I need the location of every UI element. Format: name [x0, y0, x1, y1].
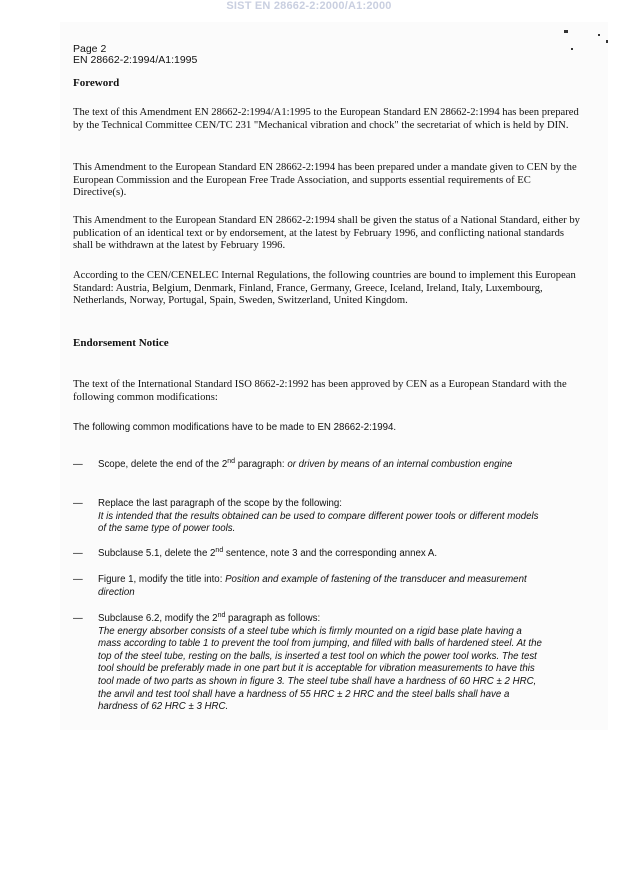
- scan-speck: [571, 48, 573, 50]
- scan-speck: [606, 40, 608, 43]
- foreword-paragraph-4: According to the CEN/CENELEC Internal Regulations, the following countries are bound to implement this European Standard: Austria, Belgium, Denmark, Finland, France, Germany, Greece, Iceland, Ireland, Italy, Luxembourg, Netherlands, Norway, Portugal, Spain, Sweden, Switzerland, United Kingdom.: [73, 270, 576, 307]
- scan-speck: [598, 34, 600, 36]
- foreword-paragraph-1: The text of this Amendment EN 28662-2:1994/A1:1995 to the European Standard EN 28662-2:1994 has been prepared by the Technical Committee CEN/TC 231 "Mechanical vibration and chock" the secretariat of which is held by DIN.: [73, 107, 579, 131]
- document-id: EN 28662-2:1994/A1:1995: [73, 54, 198, 66]
- modification-item: [73, 498, 543, 538]
- dash-bullet: —: [73, 548, 83, 559]
- modification-text: Subclause 6.2, modify the 2nd paragraph as follows: The energy absorber consists of a steel tube which is firmly mounted on a rigid base plate having a mass according to table 1 to prevent the tool from jumping, and filled with balls of hardened steel. At the top of the steel tube, resting on the balls, is inserted a test tool on which the power tool works. The test tool should be preferably made in one part but it is acceptable for vibration measurements to have this tool made of two parts as shown in figure 3. The steel tube shall have a hardness of 60 HRC ± 2 HRC, the anvil and test tool shall have a hardness of 55 HRC ± 2 HRC and the steel balls shall have a hardness of 62 HRC ± 3 HRC.: [98, 612, 542, 713]
- modification-item: [73, 574, 543, 602]
- dash-bullet: —: [73, 498, 83, 509]
- dash-bullet: —: [73, 613, 83, 624]
- modification-item: [73, 459, 543, 487]
- page-number: Page 2: [73, 43, 107, 55]
- endorsement-paragraph-2: The following common modifications have to be made to EN 28662-2:1994.: [73, 422, 397, 433]
- modification-text: Figure 1, modify the title into: Position and example of fastening of the transducer and measurement direction: [98, 574, 527, 598]
- watermark: SIST EN 28662-2:2000/A1:2000: [226, 0, 392, 12]
- foreword-paragraph-3: This Amendment to the European Standard EN 28662-2:1994 shall be given the status of a National Standard, either by publication of an identical text or by endorsement, at the latest by February 1996, and conflicting national standards shall be withdrawn at the latest by February 1996.: [73, 215, 580, 252]
- foreword-heading: Foreword: [73, 77, 120, 89]
- dash-bullet: —: [73, 574, 83, 585]
- modification-item: [73, 613, 543, 728]
- endorsement-paragraph-1: The text of the International Standard ISO 8662-2:1992 has been approved by CEN as a European Standard with the following common modifications:: [73, 379, 567, 403]
- foreword-paragraph-2: This Amendment to the European Standard EN 28662-2:1994 has been prepared under a mandate given to CEN by the European Commission and the European Free Trade Association, and supports essential requirements of EC Directive(s).: [73, 162, 577, 199]
- modification-text: Scope, delete the end of the 2nd paragraph: or driven by means of an internal combustion engine: [98, 458, 513, 470]
- modification-item: [73, 548, 543, 562]
- modification-text: Replace the last paragraph of the scope by the following: It is intended that the results obtained can be used to compare different power tools or different models of the same type of power tools.: [98, 498, 539, 535]
- scan-speck: [564, 30, 568, 33]
- modification-text: Subclause 5.1, delete the 2nd sentence, note 3 and the corresponding annex A.: [98, 547, 438, 559]
- endorsement-heading: Endorsement Notice: [73, 337, 169, 349]
- dash-bullet: —: [73, 459, 83, 470]
